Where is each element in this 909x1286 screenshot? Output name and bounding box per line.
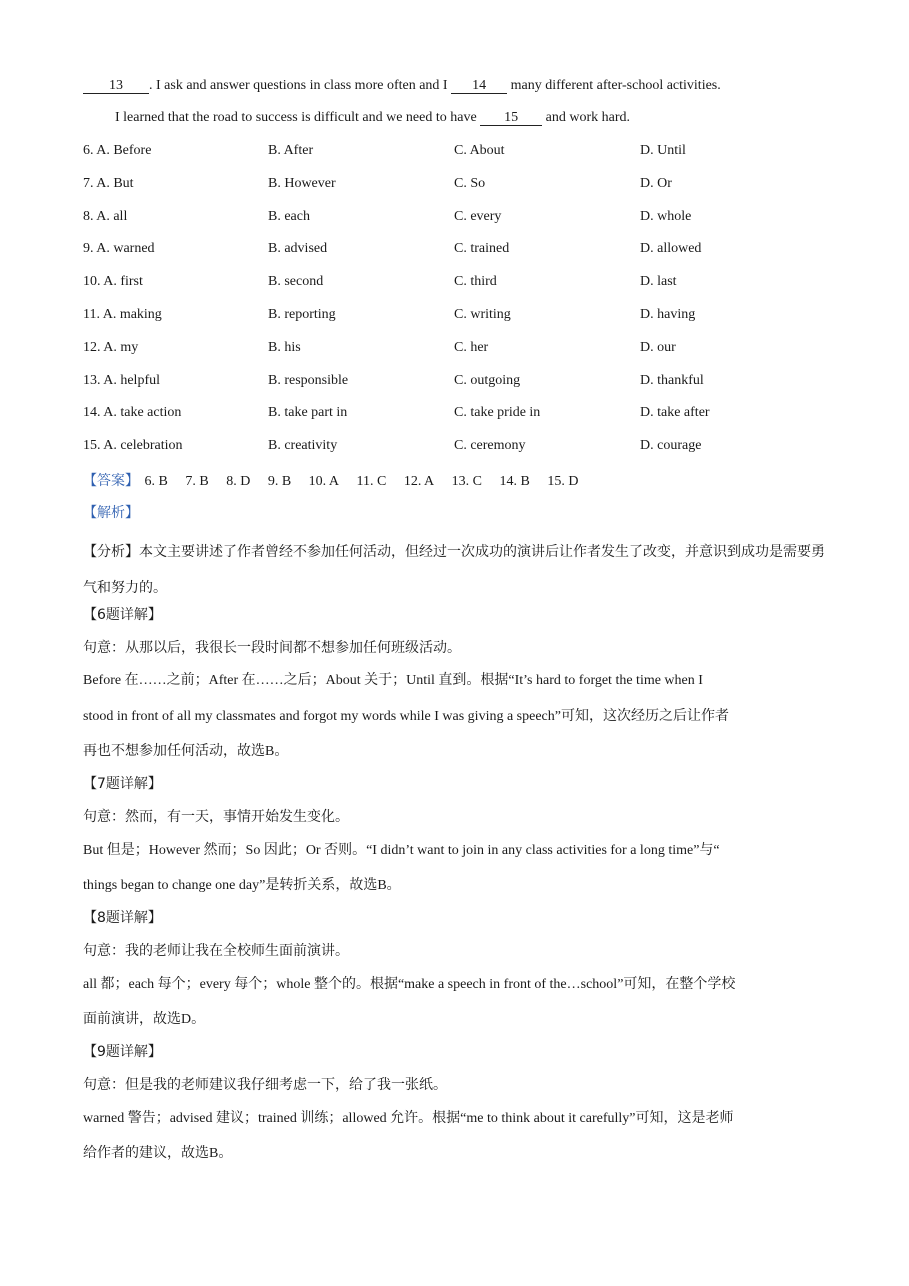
question-options-row — [83, 340, 843, 358]
detail-title-9: 【9题详解】 — [83, 1044, 162, 1060]
answer-item: 6. B — [144, 474, 168, 489]
detail-explain-9-2: 给作者的建议，故选B。 — [83, 1146, 233, 1161]
detail-explain-6-1: Before 在……之前；After 在……之后；About 关于；Until 直到。根据“It’s hard to forget the time when I — [83, 673, 703, 688]
option-a: 9. A. warned — [83, 241, 155, 257]
question-options-row — [83, 307, 843, 325]
answer-item: 11. C — [356, 474, 387, 489]
option-d: D. last — [640, 274, 677, 290]
passage-line-1 — [83, 78, 721, 94]
option-d: D. allowed — [640, 241, 702, 257]
question-options-row — [83, 209, 843, 227]
option-d: D. our — [640, 339, 676, 355]
option-b: B. advised — [268, 241, 328, 257]
answer-item: 7. B — [185, 474, 209, 489]
detail-meaning-9: 句意：但是我的老师建议我仔细考虑一下，给了我一张纸。 — [83, 1077, 447, 1093]
detail-title-6: 【6题详解】 — [83, 607, 162, 623]
passage-text: and work hard. — [545, 110, 631, 125]
detail-meaning-8: 句意：我的老师让我在全校师生面前演讲。 — [83, 943, 349, 959]
detail-meaning-6: 句意：从那以后，我很长一段时间都不想参加任何班级活动。 — [83, 640, 461, 656]
option-c: C. writing — [454, 307, 511, 322]
option-b: B. reporting — [268, 307, 336, 322]
option-a: 7. A. But — [83, 175, 134, 191]
question-options-row — [83, 373, 843, 391]
answer-item: 10. A — [308, 474, 339, 489]
answer-item: 14. B — [499, 474, 530, 489]
option-d: D. courage — [640, 438, 702, 454]
detail-explain-7-1: But 但是；However 然而；So 因此；Or 否则。“I didn’t want to join in any class activities for a long time”与“ — [83, 843, 720, 858]
detail-explain-6-2: stood in front of all my classmates and forgot my words while I was giving a speech”可知，这次经历之后让作者 — [83, 709, 729, 724]
option-d: D. whole — [640, 208, 692, 224]
answer-line — [83, 470, 592, 490]
option-b: B. his — [268, 339, 301, 355]
option-a: 11. A. making — [83, 307, 162, 322]
option-d: D. having — [640, 307, 696, 322]
question-options-row — [83, 274, 843, 292]
option-b: B. After — [268, 143, 314, 158]
answer-label: 【答案】 — [83, 474, 139, 489]
detail-explain-8-2: 面前演讲，故选D。 — [83, 1012, 206, 1027]
option-c: C. her — [454, 339, 489, 355]
question-options-row — [83, 176, 843, 194]
option-c: C. trained — [454, 241, 510, 257]
option-a: 12. A. my — [83, 339, 139, 355]
detail-explain-7-2: things began to change one day”是转折关系，故选B。 — [83, 878, 401, 893]
answer-item: 13. C — [451, 474, 483, 489]
detail-title-7: 【7题详解】 — [83, 776, 162, 792]
detail-explain-8-1: all 都；each 每个；every 每个；whole 整个的。根据“make a speech in front of the…school”可知，在整个学校 — [83, 977, 736, 992]
blank-14: 14 — [451, 79, 507, 94]
question-options-row — [83, 143, 843, 161]
passage-text: I learned that the road to success is difficult and we need to have — [115, 110, 477, 125]
option-a: 13. A. helpful — [83, 372, 160, 388]
option-b: B. However — [268, 175, 336, 191]
passage-text: . I ask and answer questions in class more often and I — [149, 78, 448, 93]
option-a: 8. A. all — [83, 208, 128, 224]
option-d: D. thankful — [640, 372, 704, 388]
passage-line-2 — [115, 110, 630, 126]
option-d: D. take after — [640, 405, 710, 421]
option-d: D. Or — [640, 175, 672, 191]
option-b: B. each — [268, 208, 310, 224]
option-b: B. creativity — [268, 438, 338, 454]
blank-13: 13 — [83, 79, 149, 94]
summary-paragraph: 【分析】本文主要讲述了作者曾经不参加任何活动，但经过一次成功的演讲后让作者发生了改变，并意识到成功是需要勇气和努力的。 — [83, 544, 825, 596]
option-c: C. About — [454, 143, 505, 158]
blank-15: 15 — [480, 111, 542, 126]
option-c: C. take pride in — [454, 405, 541, 421]
detail-meaning-7: 句意：然而，有一天，事情开始发生变化。 — [83, 809, 349, 825]
answer-item: 9. B — [267, 474, 292, 489]
question-options-row — [83, 438, 843, 456]
option-c: C. outgoing — [454, 372, 521, 388]
option-b: B. responsible — [268, 372, 349, 388]
question-options-row — [83, 405, 843, 423]
passage-text: many different after-school activities. — [510, 78, 721, 93]
option-a: 10. A. first — [83, 274, 143, 290]
answer-item: 8. D — [226, 474, 251, 489]
option-d: D. Until — [640, 143, 686, 158]
option-a: 15. A. celebration — [83, 438, 183, 454]
option-b: B. take part in — [268, 405, 348, 421]
option-c: C. ceremony — [454, 438, 526, 454]
answer-item: 15. D — [547, 474, 579, 489]
detail-title-8: 【8题详解】 — [83, 910, 162, 926]
option-c: C. third — [454, 274, 497, 290]
option-c: C. So — [454, 175, 486, 191]
detail-explain-9-1: warned 警告；advised 建议；trained 训练；allowed 允许。根据“me to think about it carefully”可知，这是老师 — [83, 1111, 734, 1126]
option-a: 14. A. take action — [83, 405, 182, 421]
analysis-label: 【解析】 — [83, 505, 139, 521]
option-c: C. every — [454, 208, 502, 224]
answer-item: 12. A — [403, 474, 435, 489]
question-options-row — [83, 241, 843, 259]
option-b: B. second — [268, 274, 324, 290]
option-a: 6. A. Before — [83, 143, 152, 158]
detail-explain-6-3: 再也不想参加任何活动，故选B。 — [83, 744, 289, 759]
